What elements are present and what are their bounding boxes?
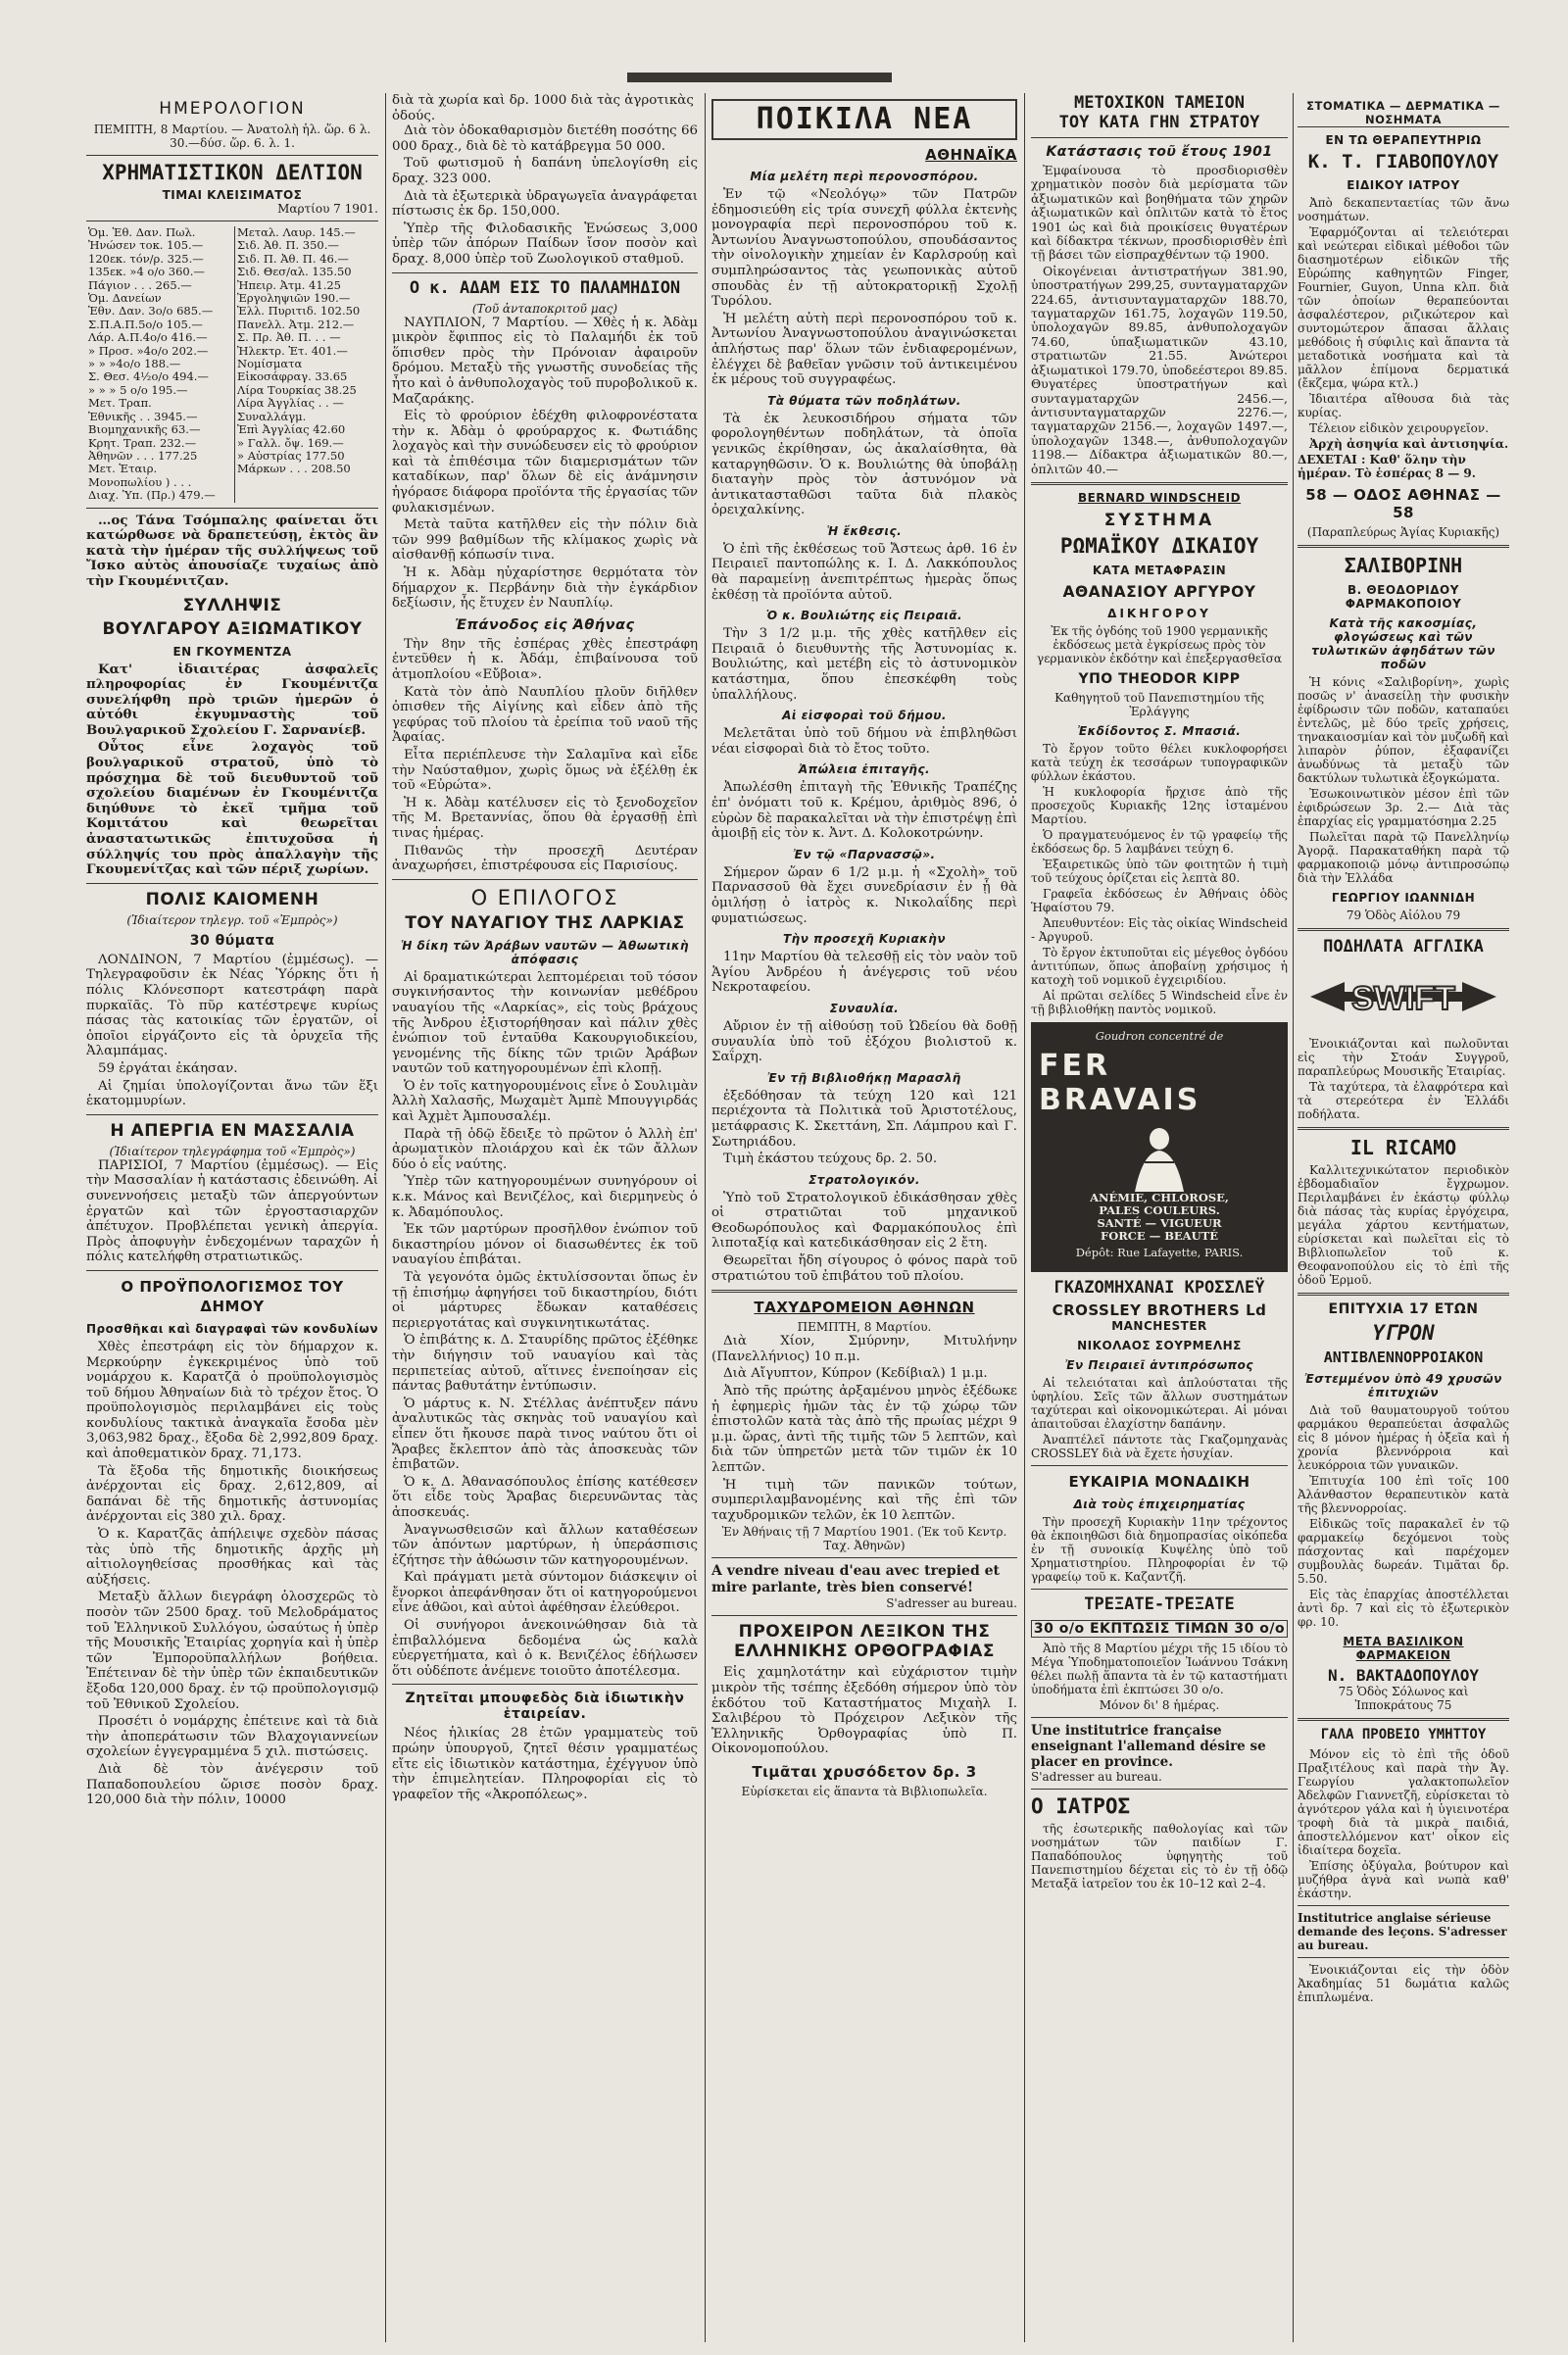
section-subheading-athens: ΑΘΗΝΑΪΚΑ <box>925 146 1017 164</box>
classified-heading: Ζητεῖται μπουφεδὸς διὰ ἰδιωτικὴν ἑταιρείαν. <box>405 1691 685 1723</box>
ad-text: Αἱ τελειόταται καὶ ἁπλούσταται τῆς ὑφηλίου. Σεῖς τῶν ἄλλων συστημάτων ταχύτεραι καὶ οἰκονομικώτεραι. Αἱ μόναι ἀπαιτοῦσαι ἐλαχίστην δαπάνην. <box>1031 1375 1288 1431</box>
market-table-row <box>86 305 378 318</box>
ad-heading-diseases: ΣΤΟΜΑΤΙΚΑ — ΔΕΡΜΑΤΙΚΑ — ΝΟΣΗΜΑΤΑ <box>1298 99 1509 127</box>
news-paragraph: Τιμὴ ἑκάστου τεύχους δρ. 2. 50. <box>723 1152 938 1167</box>
news-paragraph: Οὗτος εἶνε λοχαγὸς τοῦ βουλγαρικοῦ στρατοῦ, ὑπὸ τὸ πρόσχημα δὲ τοῦ διευθυντοῦ τοῦ σχολείου διαμένων ἐν Γκουμένιτζα διηύθυνε τὸ ἐκεῖ τμῆμα τοῦ Κομιτάτου καὶ θεωρεῖται ἀναστατωτικῶς ἐπιτυχοῦσα ἡ σύλληψίς του πρὸς ἀπαλλαγὴν τῆς Γκουμενίτζας καὶ τῶν πέριξ χωρίων. <box>86 739 378 878</box>
news-paragraph: Ἡ μελέτη αὐτὴ περὶ περονοσπόρου τοῦ κ. Ἀντωνίου Ἀναγνωστοπούλου ἀναγινώσκεται ἀπλήστως παρ' ὅλων τῶν ἐνδιαφερομένων, ἐλέγχει δὲ βαθεῖαν γνῶσιν τοῦ ἀντικειμένου ἐκ μέρους τοῦ συγγραφέως. <box>711 311 1017 388</box>
news-paragraph: Μεταξὺ ἄλλων διεγράφη ὁλοσχερῶς τὸ ποσὸν τῶν 2500 δραχ. τοῦ Μελοδράματος τοῦ Ἑλληνικοῦ Συλλόγου, ὡσαύτως ἡ ὑπὲρ τῆς Μουσικῆς Ἑταιρίας χορηγία καὶ ἡ ὑπὲρ τῶν Ἐμποροϋπαλλήλων βοήθεια. Ἐπέτειναν δὲ τὴν ὑπὲρ τῶν ἐκπαιδευτικῶν ἔξοδα 120,000 δραχ. ἐν τῷ προϋπολογισμῷ τοῦ Ἐθνικοῦ Σχολείου. <box>86 1590 378 1712</box>
ad-address: 58 — ΟΔΟΣ ΑΘΗΝΑΣ — 58 <box>1305 486 1501 521</box>
column-rule <box>385 93 386 2342</box>
ad-heading-opportunity: ΕΥΚΑΙΡΙΑ ΜΟΝΑΔΙΚΗ <box>1068 1472 1250 1491</box>
news-paragraph: …ος Τάνα Τσόμπαλης φαίνεται ὅτι κατώρθωσε νὰ δραπετεύσῃ, ἐκτὸς ἂν κατὰ τὴν ἡμέραν τῆς συλλήψεως τοῦ Ἴσκο αὐτὸς ἀπουσίαζε τυχαίως ἀπὸ τὴν Γκουμένιτζαν. <box>86 512 378 589</box>
market-table-cell: Σ.Π.Α.Π.5ο/ο 105.— <box>88 317 203 331</box>
column-rule <box>1024 93 1025 2342</box>
market-table-row <box>86 411 378 423</box>
news-paragraph: Ἀπὸ τῆς πρώτης ἀρξαμένου μηνὸς ἐξέδωκε ἡ ἐφημερὶς ἡμῶν τὰς ἐν τῷ χώρῳ τῶν ἐπιστολῶν κατὰ τὰς ἀπὸ τῆς πρωίας μέχρι 9 μ.μ. ὥρας, ἀντὶ τῆς τιμῆς τῶν 5 λεπτῶν, καὶ διὰ τῶν ὑπηρετῶν μετὰ τῶν τιμῶν ἐκ 10 λεπτῶν. <box>711 1384 1017 1475</box>
news-item-heading: Ἀπώλεια ἐπιταγῆς. <box>798 762 931 777</box>
market-table-cell: Ἑλλ. Πυριτιδ. 102.50 <box>235 305 378 318</box>
news-paragraph: Οἱ συνήγοροι ἀνεκοινώθησαν διὰ τὰ ἐπιβαλλόμενα δεδομένα ὡς καλὰ εὐεργετήματα, καὶ ὁ κ. Βενιζέλος ἐδήλωσεν ὅτι οὐδέποτε ἀνέμενε τοιοῦτο ἀποτέλεσμα. <box>392 1618 698 1679</box>
news-paragraph: Τὰ ἐκ λευκοσιδήρου σήματα τῶν φορολογηθέντων ποδηλάτων, τὰ ὁποῖα γενικῶς ἐκρίθησαν, ὡς ἀκαλαίσθητα, θὰ καταργηθῶσιν. Ὁ κ. Βουλιώτης θὰ ὑποβάλῃ διαταγὴν πρὸς τὸν ἀστυνόμον νὰ ἀντικατασταθῶσι ταῦτα διὰ πλακὸς ὀρειχαλκίνης. <box>711 411 1017 518</box>
market-table-row <box>86 397 378 410</box>
section-heading-post-office: ΤΑΧΥΔΡΟΜΕΙΟΝ ΑΘΗΝΩΝ <box>754 1299 975 1317</box>
fer-ad-line: PALES COULEURS. <box>1099 1202 1220 1217</box>
market-bulletin-subtitle: ΤΙΜΑΙ ΚΛΕΙΣΙΜΑΤΟΣ <box>162 188 303 202</box>
article-heading-municipal-budget: Ο ΠΡΟΫΠΟΛΟΓΙΣΜΟΣ ΤΟΥ ΔΗΜΟΥ <box>121 1277 344 1315</box>
market-price-table <box>86 226 378 503</box>
article-heading-bulgarian-officer: ΒΟΥΛΓΑΡΟΥ ΑΞΙΩΜΑΤΙΚΟΥ <box>102 618 363 639</box>
news-paragraph: Διὰ Αἴγυπτον, Κύπρον (Κεδίβιαλ) 1 μ.μ. <box>723 1366 988 1382</box>
news-paragraph: Ἐν τῷ «Νεολόγῳ» τῶν Πατρῶν ἐδημοσιεύθη εἰς τρία συνεχῆ φύλλα ἐκτενὴς μονογραφία περὶ περονοσπόρου τοῦ κ. Ἀντωνίου Ἀναγνωστοπούλου, σπουδάσαντος τὴν οἰνολογικὴν χημείαν ἐν Καρλσρούῃ καὶ συμπληρώσαντος τὰς γεωπονικὰς αὐτοῦ σπουδὰς ἐν τῇ αὐτοκρατορικῇ Σχολῇ Τυρόλου. <box>711 187 1017 310</box>
market-table-cell <box>235 476 378 489</box>
masthead-fragment-bar <box>627 73 892 82</box>
classified-french: Une institutrice française enseignant l'allemand désire se placer en province. <box>1031 1722 1266 1770</box>
market-table-cell: Ἠλεκτρ. Ἑτ. 401.— <box>235 345 378 358</box>
news-paragraph: Παρὰ τῇ ὁδῷ ἔδειξε τὸ πρῶτον ὁ Ἀλλὴ ἐπ' ἀρωματικὸν πλοιάρχου καὶ ἐκ τῶν ἄλλων δύο ὁ εἷς ναύτης. <box>392 1126 698 1172</box>
article-subheading-trial: Ἡ δίκη τῶν Ἀράβων ναυτῶν — Ἀθωωτικὴ ἀπόφασις <box>400 938 690 966</box>
market-table-row <box>86 358 378 370</box>
market-table-row <box>86 384 378 397</box>
ad-text: Ἀρχὴ ἀσηψία καὶ ἀντισηψία. <box>1309 437 1509 451</box>
news-paragraph: Θεωρεῖται ἤδη σίγουρος ὁ φόνος παρὰ τοῦ στρατιώτου τοῦ ἐπιβάτου τοῦ πλοίου. <box>711 1253 1017 1284</box>
article-heading-burning-city: ΠΟΛΙΣ ΚΑΙΟΜΕΝΗ <box>145 889 319 909</box>
ad-doctor-name: Κ. Τ. ΓΙΑΒΟΠΟΥΛΟΥ <box>1307 151 1499 172</box>
ad-subheading: Κατὰ τῆς κακοσμίας, φλογώσεως καὶ τῶν τυλωτικῶν ἀφηδάτων τῶν ποδῶν <box>1311 616 1495 671</box>
market-table-row <box>86 279 378 292</box>
news-paragraph: Πιθανῶς τὴν προσεχῆ Δευτέραν ἀναχωρήσει, ἐπιστρέφουσα εἰς Παρισίους. <box>392 843 698 874</box>
news-paragraph: διὰ τὰ χωρία καὶ δρ. 1000 διὰ τὰς ἀγροτικὰς ὁδούς. <box>392 93 694 123</box>
book-title: ΣΥΣΤΗΜΑ <box>1103 510 1215 530</box>
market-table-row <box>86 370 378 383</box>
ad-text: Εἰς τὰς ἐπαρχίας ἀποστέλλεται ἀντὶ δρ. 7 καὶ εἰς τὸ ἐξωτερικὸν φρ. 10. <box>1298 1588 1509 1629</box>
ad-text: Διὰ τοῦ θαυματουργοῦ τούτου φαρμάκου θεραπεύεται ἀσφαλῶς εἰς 8 μόνον ἡμέρας ἡ ὀξεῖα καὶ ἡ χρονία βλεννόρροια καὶ λευκόρροια τῶν γυναικῶν. <box>1298 1403 1509 1472</box>
news-paragraph: Διὰ τὸν ὁδοκαθαρισμὸν διετέθη ποσότης 66 000 δραχ., διὰ δὲ τὸ κατάβρεγμα 50 000. <box>392 123 698 154</box>
ad-hours: ΔΕΧΕΤΑΙ : Καθ' ὅλην τὴν ἡμέραν. Τὸ ἑσπέρας 8 — 9. <box>1298 453 1476 480</box>
fer-bravais-ad <box>1031 1022 1288 1272</box>
ad-text: Γραφεῖα ἐκδόσεως ἐν Ἀθήναις ὁδὸς Ἡφαίστου 79. <box>1031 886 1288 914</box>
swift-logo <box>1298 962 1509 1031</box>
news-paragraph: Ὁ ἐπὶ τῆς ἐκθέσεως τοῦ Ἄστεως ἀρθ. 16 ἐν Πειραιεῖ παντοπώλης κ. Ι. Δ. Λακκόπουλος θὰ παραμείνῃ ἀνεπιτρέπτως ἡμερὰς ὅπως ἐκθέσῃ τὰ προϊόντα αὐτοῦ. <box>711 541 1017 603</box>
ad-text: Ἐπιτυχία 100 ἐπὶ τοῖς 100 Ἀλάνθαστον θεραπευτικὸν κατὰ τῆς βλεννορροίας. <box>1298 1474 1509 1515</box>
fer-ad-brand: FER BRAVAIS <box>1039 1048 1201 1117</box>
classified-text: Νέος ἡλικίας 28 ἐτῶν γραμματεὺς τοῦ πρώην ὑπουργοῦ, ζητεῖ θέσιν γραμματέως εἴτε εἰς ἰδιωτικὸν κατάστημα, ἐχέγγυον ὑπὸ τὴν ἐπιμελητείαν. Πληροφορίαι εἰς τὸ γραφεῖον τῆς «Ἀκροπόλεως». <box>392 1726 698 1802</box>
publisher-line: Ἐκδίδοντος Σ. Μπασιά. <box>1077 723 1242 738</box>
news-item-heading: Ἐν τῷ «Παρνασσῷ». <box>793 847 936 861</box>
ad-address: 75 Ὁδὸς Σόλωνος καὶ Ἱπποκράτους 75 <box>1338 1685 1469 1712</box>
ad-text: Τὰ ταχύτερα, τὰ ἐλαφρότερα καὶ τὰ στερεότερα ἐν Ἑλλάδι ποδήλατα. <box>1298 1080 1509 1121</box>
news-paragraph: Ὁ κ. Καρατζᾶς ἀπήλειψε σχεδὸν πάσας τὰς ὑπὸ τῆς δημοτικῆς ἀρχῆς μὴ αἰτιολογηθείσας προσθήκας καὶ τὰς αὐξήσεις. <box>86 1527 378 1588</box>
ad-text: Ἰδιαιτέρα αἴθουσα διὰ τὰς κυρίας. <box>1298 392 1509 419</box>
ad-text: Καλλιτεχνικώτατον περιοδικὸν ἐβδομαδιαῖον ἔγχρωμον. Περιλαμβάνει ἐν ἑκάστῳ φύλλῳ διὰ πάσας τὰς κυρίας ἐργόχειρα, μεγάλα χάρτου κεντήματων, εὑρίσκεται καὶ πωλεῖται εἰς τὸ Βιβλιοπωλεῖον τοῦ κ. Θεοφανοπούλου εἰς τὸ ἐπὶ τῆς ὁδοῦ Ἑρμοῦ. <box>1298 1163 1509 1287</box>
market-table-cell: Σιδ. Θεσ/αλ. 135.50 <box>235 266 378 278</box>
market-table-cell: Ἐργοληψιῶν 190.— <box>235 292 378 305</box>
market-table-cell: Ὁμ. Δανείων <box>88 291 162 306</box>
ad-heading-liquid: ΥΓΡΟΝ <box>1372 1321 1435 1345</box>
article-subheading-goumenitsa: ΕΝ ΓΚΟΥΜΕΝΤΖΑ <box>172 644 292 659</box>
news-item-heading: Στρατολογικόν. <box>808 1172 920 1187</box>
market-table-cell: Λάρ. Α.Π.4ο/ο 416.— <box>88 330 208 345</box>
ad-discount: 30 ο/ο ΕΚΠΤΩΣΙΣ ΤΙΜΩΝ 30 ο/ο <box>1031 1620 1288 1638</box>
report-text: Ἐμφαίνουσα τὸ προσδιορισθὲν χρηματικὸν ποσὸν διὰ μερίσματα τῶν ἀξιωματικῶν καὶ βοηθήματα τῶν χηρῶν ἀξιωματικῶν καὶ ὁπλιτῶν κατὰ τὸ ἔτος 1901 ὡς καὶ διὰ προικίσεις θυγατέρων καὶ δίδακτρα τέκνων, προσδιορισθὲν ἐπὶ τῇ βάσει τῶν εἰσπραχθέντων τῷ 1900. <box>1031 163 1288 263</box>
section-heading-misc-news: ΠΟΙΚΙΛΑ ΝΕΑ <box>756 102 973 136</box>
ad-heading-doctor: Ο ΙΑΤΡΟΣ <box>1031 1793 1131 1818</box>
calendar-date: ΠΕΜΠΤΗ, 8 Μαρτίου. — Ἀνατολὴ ἡλ. ὥρ. 6 λ. 30.—δύσ. ὥρ. 6. λ. 1. <box>93 123 371 150</box>
ad-pharmacist-name: Ν. ΒΑΚΤΑΔΟΠΟΥΛΟΥ <box>1327 1666 1480 1685</box>
classified-english: Institutrice anglaise sérieuse demande des leçons. S'adresser au bureau. <box>1298 1911 1507 1952</box>
market-table-cell: Εἰκοσάφραγ. 33.65 <box>235 370 378 383</box>
news-paragraph: Μετὰ ταῦτα κατῆλθεν εἰς τὴν πόλιν διὰ τῶν 999 βαθμίδων τῆς κλίμακος χωρὶς νὰ αἰσθανθῇ κόπωσίν τινα. <box>392 517 698 564</box>
market-table-cell: Ἠπειρ. Ἀτμ. 41.25 <box>235 279 378 292</box>
market-table-cell: Μεταλ. Λαυρ. 145.— <box>235 226 378 239</box>
market-table-cell: Πάγιον . . . 265.— <box>88 277 192 292</box>
news-paragraph: Διὰ Χίον, Σμύρνην, Μιτυλήνην (Πανελλήνιος) 10 π.μ. <box>711 1334 1017 1364</box>
article-subheading-victims: 30 θύματα <box>189 932 275 949</box>
translator-name: ΑΘΑΝΑΣΙΟΥ ΑΡΓΥΡΟΥ <box>1062 582 1256 601</box>
ad-text: Ἀπὸ δεκαπενταετίας τῶν ἄνω νοσημάτων. <box>1298 196 1509 223</box>
post-office-date: ΠΕΜΠΤΗ, 8 Μαρτίου. <box>797 1320 932 1335</box>
news-paragraph: Τὴν 3 1/2 μ.μ. τῆς χθὲς κατῆλθεν εἰς Πειραιᾶ ὁ διευθυντὴς τῆς Ἀστυνομίας κ. Βουλιώτης, καὶ μετέβη εἰς τὸ ἀστυνομικὸν κατάστημα, ὅπου ἐπεσκέφθη τοὺς ὑπαλλήλους. <box>711 626 1017 703</box>
ad-heading-milk: ΓΑΛΑ ΠΡΟΒΕΙΟ ΥΜΗΤΤΟΥ <box>1320 1727 1487 1742</box>
market-table-cell: Ἀθηνῶν . . . 177.25 <box>88 448 198 463</box>
column-5 <box>1298 93 1509 2342</box>
news-paragraph: Ἐν Ἀθήναις τῇ 7 Μαρτίου 1901. (Ἐκ τοῦ Κεντρ. Ταχ. Ἀθηνῶν) <box>721 1525 1007 1553</box>
swift-wordmark: SWIFT <box>1351 980 1455 1017</box>
market-table-row <box>86 319 378 331</box>
classified-french: A vendre niveau d'eau avec trepied et mire parlante, très bien conservé! <box>711 1563 1000 1596</box>
ad-text: Πωλεῖται παρὰ τῷ Πανελληνίῳ Ἀγορᾷ. Παρακαταθήκη παρὰ τῷ φαρμακοποιῷ μόνῳ ἀντιπροσώπῳ διὰ τὴν Ἑλλάδα <box>1298 830 1509 885</box>
news-paragraph: Ἡ κ. Ἀδὰμ ηὐχαρίστησε θερμότατα τὸν δήμαρχον κ. Περβάνην διὰ τὴν ἐγκάρδιον δεξίωσιν, ἧς ἔτυχεν ἐν Ναυπλίῳ. <box>392 565 698 612</box>
news-paragraph: Τὴν 8ην τῆς ἐσπέρας χθὲς ἐπεστράφη ἐντεῦθεν ἡ κ. Ἀδάμ, ἐπιβαίνουσα τοῦ ἀτμοπλοίου «Εὔβοια». <box>392 636 698 682</box>
ad-heading-salivorini: ΣΑΛΙΒΟΡΙΝΗ <box>1344 554 1463 577</box>
market-table-cell: Μονοπωλίου ) . . . <box>88 474 192 489</box>
news-paragraph: Ἡ κ. Ἀδὰμ κατέλυσεν εἰς τὸ ξενοδοχεῖον τῆς Μ. Βρεταννίας, ὅπου θὰ ἐργασθῇ ἐπὶ τινας ἡμέρας. <box>392 795 698 841</box>
market-table-cell: » » » 5 ο/ο 195.— <box>88 382 188 397</box>
market-table-row <box>86 266 378 278</box>
ad-heading-bicycles: ΠΟΔΗΛΑΤΑ ΑΓΓΛΙΚΑ <box>1323 937 1484 957</box>
news-paragraph: Ὑπὲρ τῶν κατηγορουμένων συνηγόρουν οἱ κ.κ. Μάνος καὶ Βενιζέλος, καὶ διερμηνεὺς ὁ κ. Ἀδαμόπουλος. <box>392 1174 698 1220</box>
market-table-row <box>86 450 378 463</box>
market-table-row <box>86 239 378 252</box>
news-paragraph: Ὁ κ. Δ. Ἀθανασόπουλος ἐπίσης κατέθεσεν ὅτι εἶδε τοὺς Ἄραβας διερευνῶντας τὰς ἀποσκευάς. <box>392 1474 698 1520</box>
market-table-cell: Σ. Θεσ. 4½ο/ο 494.— <box>88 369 209 384</box>
market-bulletin-title: ΧΡΗΜΑΤΙΣΤΙΚΟΝ ΔΕΛΤΙΟΝ <box>102 161 363 184</box>
ad-clinic: ΕΝ ΤΩ ΘΕΡΑΠΕΥΤΗΡΙΩ <box>1325 133 1482 147</box>
news-paragraph: Τὰ ἔξοδα τῆς δημοτικῆς διοικήσεως ἀνέρχονται εἰς δραχ. 2,612,809, αἱ δαπάναι δὲ τῆς δημοτικῆς ἀστυνομίας ἀνέρχονται εἰς 380 χιλ. δραχ. <box>86 1463 378 1525</box>
news-paragraph: Ὁ ἐν τοῖς κατηγορουμένοις εἶνε ὁ Σουλιμὰν Ἀλλὴ Χαλασῆς, Μωχαμὲτ Ἀμπὲ Μπουγγιρδάς καὶ Ἀχμὲτ Ἀμπουσαλέμ. <box>392 1078 698 1125</box>
market-table-cell: Κρητ. Τραπ. 232.— <box>88 435 197 450</box>
ad-address: 79 Ὁδὸς Αἰόλου 79 <box>1346 908 1461 922</box>
news-paragraph: Ὁ μάρτυς κ. Ν. Στέλλας ἀνέπτυξεν πάνυ ἀναλυτικῶς τὰς σκηνὰς τοῦ ναυαγίου καὶ εἶπεν ὅτι ἤκουσε παρὰ τινος ναύτου ὅτι οἱ Ἄραβες ἔκλεπτον ἀπὸ τὰς ἀποσκευὰς τῶν ἐπιβατῶν. <box>392 1396 698 1473</box>
classified-rooms: Ἐνοικιάζονται εἰς τὴν ὁδὸν Ἀκαδημίας 51 δωμάτια καλῶς ἐπιπλωμένα. <box>1298 1963 1509 2004</box>
market-table-row <box>86 345 378 358</box>
news-paragraph: Κατ' ἰδιαιτέρας ἀσφαλεῖς πληροφορίας ἐν Γκουμένιτζα συνελήφθη πρὸ τριῶν ἡμερῶν ὁ αὐτόθι ἐκγυμναστὴς τοῦ Βουλγαρικοῦ Σχολείου Γ. Σαρνανίεβ. <box>86 661 378 738</box>
market-table-cell: Βιομηχανικῆς 63.— <box>88 422 201 437</box>
market-table-cell: Νομίσματα <box>235 358 378 370</box>
column-3 <box>711 93 1017 2342</box>
fer-ad-tagline: Goudron concentré de <box>1095 1028 1224 1043</box>
translator-title: ΔΙΚΗΓΟΡΟΥ <box>1107 606 1211 620</box>
ad-heading-pension-fund: ΜΕΤΟΧΙΚΟΝ ΤΑΜΕΙΟΝ <box>1074 93 1245 113</box>
woman-figure-illustration <box>1115 1123 1203 1192</box>
news-paragraph: Ὁ ἐπιβάτης κ. Δ. Σταυρίδης πρῶτος ἐξέθηκε τὴν διήγησιν τοῦ ναυαγίου καὶ τὰς περιπετείας αὐτοῦ, αἵτινες ἐνεποίησαν εἰς πάντας βαθυτάτην ἐντύπωσιν. <box>392 1333 698 1395</box>
ad-text: Εἰς χαμηλοτάτην καὶ εὐχάριστον τιμὴν μικρὸν τῆς τσέπης ἐξεδόθη σήμερον ὑπὸ τὸν ἑκδότου τοῦ Καταστήματος Μιχαὴλ Ι. Σαλιβέρου τὸ Πρόχειρον Λεξικὸν τῆς Ἑλληνικῆς Ὀρθογραφίας ὑπὸ Π. Οἰκονομοπούλου. <box>711 1665 1017 1757</box>
news-paragraph: Ὑπὸ τοῦ Στρατολογικοῦ ἐδικάσθησαν χθὲς οἱ στρατιῶται τοῦ μηχανικοῦ Θεοδωρόπουλος καὶ Φαρμακόπουλος ἐπὶ λιποταξίᾳ καὶ κατεδικάσθησαν εἰς 2 ἔτη. <box>711 1190 1017 1251</box>
article-subheading-return: Ἐπάνοδος εἰς Ἀθήνας <box>455 616 635 633</box>
market-table-cell: Ἠνώσεν τοκ. 105.— <box>88 238 204 253</box>
news-paragraph: ΝΑΥΠΛΙΟΝ, 7 Μαρτίου. — Χθὲς ἡ κ. Ἀδὰμ μικρὸν ἔφιππος εἰς τὸ Παλαμήδι ἐκ τοῦ ὅπισθεν πρὸς τὴν Πρόνοιαν ἀφαιροῦν δρόμου. Μεταξὺ τῆς γνωστῆς συνοδείας τῆς ἦτο καὶ ὁ ἀνθυπολοχαγὸς τοῦ πυροβολικοῦ κ. Μαζαράκης. <box>392 315 698 407</box>
news-paragraph: Αὔριον ἐν τῇ αἰθούσῃ τοῦ Ὠδείου θὰ δοθῇ συναυλία ὑπὸ τοῦ ἐξόχου βιολιστοῦ κ. Σαΐρχη. <box>711 1018 1017 1065</box>
news-item-heading: Ἐν τῇ Βιβλιοθήκῃ Μαρασλῆ <box>767 1070 961 1085</box>
ad-heading-remedy: ΑΝΤΙΒΛΕΝΝΟΡΡΟΙΑΚΟΝ <box>1323 1349 1484 1366</box>
fer-ad-line: ANÉMIE, CHLOROSE, <box>1090 1190 1229 1204</box>
article-heading-marseille-strike: Η ΑΠΕΡΓΙΑ ΕΝ ΜΑΣΣΑΛΙΑ <box>110 1120 355 1141</box>
market-table-cell: Σιδ. Ἀθ. Π. 350.— <box>235 239 378 252</box>
news-paragraph: Διὰ τὰ ἐξωτερικὰ ὑδραγωγεῖα ἀναγράφεται πίστωσις ἐκ δρ. 150,000. <box>392 188 698 220</box>
classified-french-contact: S'adresser au bureau. <box>1031 1769 1162 1784</box>
market-table-cell: Μετ. Ἑταιρ. <box>88 462 158 476</box>
news-paragraph: 11ην Μαρτίου θὰ τελεσθῇ εἰς τὸν ναὸν τοῦ Ἁγίου Ἀνδρέου ἡ ἀνέγερσις τοῦ νέου Νεκροταφείου. <box>711 950 1017 996</box>
fer-ad-line: SANTÉ — VIGUEUR <box>1097 1215 1222 1230</box>
news-item-heading: Τὰ θύματα τῶν ποδηλάτων. <box>767 393 961 408</box>
news-paragraph: 59 ἐργάται ἐκάησαν. <box>98 1060 238 1076</box>
ad-heading-army: ΤΟΥ ΚΑΤΑ ΓΗΝ ΣΤΡΑΤΟΥ <box>1058 113 1260 132</box>
market-table-cell: 120εκ. τόν/ρ. 325.— <box>88 251 204 266</box>
article-heading-adam-palamidi: Ο κ. ΑΔΑΜ ΕΙΣ ΤΟ ΠΑΛΑΜΗΔΙΟΝ <box>409 277 681 298</box>
ad-text: Καθηγητοῦ τοῦ Πανεπιστημίου τῆς Ἐρλάγγης <box>1054 690 1264 718</box>
ad-pharmacy: ΜΕΤΑ ΒΑΣΙΛΙΚΟΝ ΦΑΡΜΑΚΕΙΟΝ <box>1343 1635 1464 1662</box>
ad-text: Ἐσωκοινωτικὸν μέσον ἐπὶ τῶν ἐφιδρώσεων 3ρ. 2.— Διὰ τὰς ἐπαρχίας εἰς γραμματόσημα 2.25 <box>1298 787 1509 828</box>
market-table-cell: Ὁμ. Ἐθ. Δαν. Πωλ. <box>88 225 196 239</box>
market-table-cell: Σ. Πρ. Ἀθ. Π. . . — <box>235 331 378 344</box>
market-table-cell: Λίρα Τουρκίας 38.25 <box>235 384 378 397</box>
author-name: BERNARD WINDSCHEID <box>1077 490 1242 505</box>
ad-text: Τέλειον εἰδικὸν χειρουργεῖον. <box>1309 421 1490 435</box>
news-paragraph: Ἡ τιμὴ τῶν πανικῶν τούτων, συμπεριλαμβανομένης καὶ τῆς ἐπὶ τῶν ταχυδρομικῶν τελῶν, ἐκ 10 λεπτῶν. <box>711 1477 1017 1523</box>
market-table-cell: Ἐθνικῆς . . 3945.— <box>88 409 198 423</box>
telegram-source: (Ἰδιαίτερον τηλεγράφημα τοῦ «Ἐμπρὸς») <box>109 1144 356 1158</box>
ad-text: Ἡ κυκλοφορία ἤρχισε ἀπὸ τῆς προσεχοῦς Κυριακῆς 12ης ἰσταμένου Μαρτίου. <box>1031 784 1288 826</box>
news-paragraph: Τοῦ φωτισμοῦ ἡ δαπάνη ὑπελογίσθη εἰς δραχ. 323 000. <box>392 156 698 186</box>
news-paragraph: ἐξεδόθησαν τὰ τεύχη 120 καὶ 121 περιέχοντα τὰ Πολιτικὰ τοῦ Ἀριστοτέλους, μετάφρασις Κ. Σκεττάνη, Σπ. Λάμπρου καὶ Γ. Σωτηριάδου. <box>711 1088 1017 1150</box>
book-title-main: ΡΩΜΑΪΚΟΥ ΔΙΚΑΙΟΥ <box>1059 533 1259 558</box>
ad-company: CROSSLEY BROTHERS Ld <box>1052 1300 1267 1319</box>
news-paragraph: Εἰς τὸ φρούριον ἐδέχθη φιλοφρονέστατα τὴν κ. Ἀδὰμ ὁ φρούραρχος κ. Φωτιάδης λοχαγὸς καὶ τὴν συνώδευσεν εἰς τὸ φρούριον καὶ τὰ ἐπιθέσιμα τῶν διαμερισμάτων τῶν καταδίκων, παρ' ὅλων δὲ εἰς ἀνάμνησιν ἠγόρασε διάφορα προϊόντα τῆς ἐργασίας τῶν φυλακισμένων. <box>392 409 698 515</box>
column-rule <box>705 93 706 2342</box>
market-table-row <box>86 437 378 450</box>
telegram-source: (Τοῦ ἀνταποκριτοῦ μας) <box>471 301 618 316</box>
ad-agent-location: Ἐν Πειραιεῖ ἀντιπρόσωπος <box>1065 1357 1253 1372</box>
ad-text: Ἀναπτέλεῖ πάντοτε τὰς Γκαζομηχανὰς CROSSLEY διὰ νὰ ἔχετε ἡσυχίαν. <box>1031 1432 1288 1460</box>
fer-ad-line: FORCE — BEAUTÉ <box>1101 1228 1218 1243</box>
ad-text: Τὴν προσεχῆ Κυριακὴν 11ην τρέχοντος θὰ ἐκποιηθῶσι διὰ δημοπρασίας οἰκόπεδα ἐν τῇ συνοικίᾳ Κυψέλης ὑπὸ τοῦ Χρηματιστηρίου. Πληροφορίαι ἐν τῷ γραφείῳ τοῦ κ. Καζαντζῆ. <box>1031 1514 1288 1584</box>
ad-price: Τιμᾶται χρυσόδετον δρ. 3 <box>752 1762 977 1781</box>
news-item-heading: Μία μελέτη περὶ περονοσπόρου. <box>750 170 979 183</box>
ad-text: Ἡ κόνις «Σαλιβορίνη», χωρὶς ποσῶς ν' ἀνασείλῃ τὴν φυσικὴν ἐφίδρωσιν τῶν ποδῶν, καταπαύει ἐντελῶς, μὲ δύο τρεῖς χρήσεις, τηνακαιοσμίαν καὶ τὸν μυζωδῆ καὶ λιπαρὸν ῥύπον, ἐξαφανίζει ἀνωδύνως τὰ μεταξὺ τῶν δακτύλων τυλωτικὰ ἐξογκώματα. <box>1298 675 1509 785</box>
market-table-cell: Μάρκων . . . 208.50 <box>235 463 378 475</box>
news-item-heading: Ἡ ἔκθεσις. <box>826 523 903 538</box>
article-heading-epilogue: Ο ΕΠΙΛΟΓΟΣ <box>470 885 619 909</box>
article-subheading-budget: Προσθῆκαι καὶ διαγραφαὶ τῶν κονδυλίων <box>86 1321 378 1336</box>
market-table-cell: Σιδ. Π. Ἀθ. Π. 46.— <box>235 253 378 266</box>
news-item-heading: Ὁ κ. Βουλιώτης εἰς Πειραιᾶ. <box>765 609 963 623</box>
ad-text: Ἐκ τῆς ὀγδόης τοῦ 1900 γερμανικῆς ἐκδόσεως μετὰ ἐγκρίσεως πρὸς τὸν γερμανικὸν ἐκδότην καὶ ἐπεξεργασθεῖσα <box>1037 623 1282 665</box>
ad-pharmacist: Β. ΘΕΟΔΟΡΙΔΟΥ ΦΑΡΜΑΚΟΠΟΙΟΥ <box>1345 583 1462 611</box>
news-paragraph: ΛΟΝΔΙΝΟΝ, 7 Μαρτίου (ἐμμέσως). — Τηλεγραφοῦσιν ἐκ Νέας Ὑόρκης ὅτι ἡ πόλις Κλόνεσπορτ κατεστράφη παρὰ πυρκαϊᾶς. Τὸ πῦρ κατέστρεψε κυρίως πάσας τὰς κατοικίας τῶν ἐργατῶν, οἱ ὁποῖοι εἰργάζοντο εἰς τὰ ὀρυχεῖα τῆς Ἀλαμπάμας. <box>86 952 378 1059</box>
ad-text: Ἐνοικιάζονται καὶ πωλοῦνται εἰς τὴν Στοάν Συγγροῦ, παραπλεύρως Μουσικῆς Ἑταιρίας. <box>1298 1037 1509 1078</box>
ad-text: Εὑρίσκεται εἰς ἅπαντα τὰ Βιβλιοπωλεῖα. <box>741 1784 988 1798</box>
editor-name: ΥΠΟ THEODOR KIPP <box>1078 670 1241 687</box>
news-paragraph: Καὶ πράγματι μετὰ σύντομον διάσκεψιν οἱ ἔνορκοι ἀπεφάνθησαν ὅτι οἱ κατηγορούμενοι εἶνε ἀθῶοι, καὶ αὐτοὶ ἀφέθησαν ἐλεύθεροι. <box>392 1570 698 1616</box>
news-item-heading: Συναυλία. <box>829 1001 900 1015</box>
news-paragraph: Μελετᾶται ὑπὸ τοῦ δήμου νὰ ἐπιβληθῶσι νέαι εἰσφοραὶ διὰ τὸ ἔτος τοῦτο. <box>711 726 1017 757</box>
ad-agent: ΓΕΩΡΓΙΟΥ ΙΩΑΝΝΙΔΗ <box>1331 891 1476 905</box>
report-heading: Κατάστασις τοῦ ἔτους 1901 <box>1046 144 1273 160</box>
ad-text: Ἐφαρμόζονται αἱ τελειότεραι καὶ νεώτεραι εἰδικαὶ μέθοδοι τῶν διασημοτέρων εἰδικῶν τῆς Εὐρώπης καθηγητῶν Finger, Fournier, Guyon, Unna κλπ. διὰ τῶν ὁποίων θεραπεύονται ἀσφαλέστερον, ριζικώτερον καὶ συντομώτερον ἅπασαι ἄλλαις μεθόδοις ἡ σύφιλις καὶ ἅπαντα τὰ μεταδοτικὰ νοσήματα καὶ τὰ μᾶλλον ἐπίμονα δερματικά (ἔκζεμα, ψώρα κτλ.) <box>1298 225 1509 390</box>
market-table-cell: Μετ. Τραπ. <box>88 396 152 411</box>
market-table-row <box>86 292 378 305</box>
ad-subheading: Διὰ τοὺς ἐπιχειρηματίας <box>1073 1496 1246 1511</box>
market-table-cell <box>235 489 378 502</box>
news-paragraph: Ἀπωλέσθη ἐπιταγὴ τῆς Ἐθνικῆς Τραπέζης ἐπ' ὀνόματι τοῦ κ. Κρέμου, ἀριθμὸς 896, ὁ εὑρὼν δὲ παρακαλεῖται νὰ τὴν ἐπιστρέψῃ ἐπὶ ἀμοιβῇ εἰς τὸν κ. Ἀντ. Δ. Κολοκοτρώνην. <box>711 780 1017 842</box>
market-table-row <box>86 226 378 239</box>
market-bulletin-date: Μαρτίου 7 1901. <box>277 202 378 216</box>
book-translation-line: ΚΑΤΑ ΜΕΤΑΦΡΑΣΙΝ <box>1092 563 1227 577</box>
market-table-cell: » Αὐστρίας 177.50 <box>235 450 378 463</box>
column-1 <box>86 93 378 2342</box>
market-table-row <box>86 331 378 344</box>
market-table-cell: Ἐθν. Δαν. 3ο/ο 685.— <box>88 304 214 319</box>
ad-text: τῆς ἐσωτερικῆς παθολογίας καὶ τῶν νοσημάτων τῶν παιδίων Γ. Παπαδόπουλος ὑφηγητὴς τοῦ Πανεπιστημίου δέχεται εἰς τὸ ἐν τῇ ὁδῷ Μεταξᾶ ἰατρεῖον του ἐκ 10–12 καὶ 2–4. <box>1031 1821 1288 1890</box>
calendar-heading: ΗΜΕΡΟΛΟΓΙΟΝ <box>159 99 306 119</box>
market-table-row <box>86 253 378 266</box>
news-paragraph: Ἀναγνωσθεισῶν καὶ ἄλλων καταθέσεων τῶν ἀπόντων μαρτύρων, ἡ ὑπεράσπισις ἐζήτησε τὴν ἀθώωσιν τῶν κατηγορουμένων. <box>392 1522 698 1568</box>
report-text: Οἰκογένειαι ἀντιστρατήγων 381.90, ὑποστρατήγων 299,25, συνταγματαρχῶν 224.65, ἀντισυνταγματαρχῶν 188.70, ταγματαρχῶν 161.75, λοχαγῶν 119.50, ὑπολοχαγῶν 89.85, ἀνθυπολοχαγῶν 74.60, ὑπαξιωματικῶν 43.10, στρατιωτῶν 21.55. Ἀνώτεροι ἀξιωματικοὶ 179.70, ὑποδεέστεροι 89.85. Θυγατέρες ὑποστρατήγων καὶ συνταγματαρχῶν 2456.—, ἀντισυνταγματαρχῶν 2276.—, ταγματαρχῶν 2156.—, λοχαγῶν 1497.—, ὑπολοχαγῶν 1348.—, ἀνθυπολοχαγῶν 1198.— Δίδακτρα ἀξιωματικῶν 80.—, ὁπλιτῶν 40.— <box>1031 263 1288 476</box>
ad-text: Τὸ ἔργον ἐκτυποῦται εἰς μέγεθος ὀγδόου ἀντιτύπων, ὅπως ἀποβαίνῃ χρήσιμος ἡ κατοχὴ τοῦ νομικοῦ ἐγχειριδίου. <box>1031 945 1288 987</box>
market-table-cell: Ἐπὶ Ἀγγλίας 42.60 <box>235 423 378 436</box>
column-2 <box>392 93 698 2342</box>
column-rule <box>1293 93 1294 2342</box>
market-table-cell: » Προσ. »4ο/ο 202.— <box>88 343 209 358</box>
news-paragraph: Εἶτα περιέπλευσε τὴν Σαλαμῖνα καὶ εἶδε τὴν Ναύσταθμον, χωρὶς ὅμως νὰ ἐξέλθῃ ἐκ τοῦ «Εὐρώτα». <box>392 747 698 794</box>
news-item-heading: Τὴν προσεχῆ Κυριακὴν <box>782 932 947 947</box>
news-paragraph: Ἐκ τῶν μαρτύρων προσῆλθον ἐνώπιον τοῦ δικαστηρίου μόνον οἱ διασωθέντες ἐκ τοῦ ναυαγίου ἐπιβάται. <box>392 1222 698 1268</box>
ad-text: Μόνον εἰς τὸ ἐπὶ τῆς ὁδοῦ Πραξιτέλους καὶ παρὰ τὴν Ἁγ. Γεωργίου γαλακτοπωλεῖον Ἀδελφῶν Γιαννετζῆ, εὑρίσκεται τὸ ἀγνότερον γάλα καὶ ἡ ὑγιεινοτέρα τροφὴ διὰ τὰ μικρὰ παιδιά, ἀποστελλόμενον κατ' οἶκον εἰς ἰδιαίτερα δοχεῖα. <box>1298 1747 1509 1857</box>
news-paragraph: Προσέτι ὁ νομάρχης ἐπέτεινε καὶ τὰ διὰ τὴν ἀποπεράτωσιν τῶν Βλαχογιαννείων σχολείων ἐγγεγραμμένα 5 χιλ. πιστώσεις. <box>86 1714 378 1760</box>
classified-french-contact: S'adresser au bureau. <box>886 1596 1017 1611</box>
column-4 <box>1031 93 1288 2342</box>
market-table-row <box>86 489 378 502</box>
market-table-cell: » » »4ο/ο 188.— <box>88 357 181 371</box>
market-table-cell: Πανελλ. Ἀτμ. 212.— <box>235 319 378 331</box>
news-paragraph: Τὰ γεγονότα ὁμῶς ἐκτυλίσσονται ὅπως ἐν τῇ ἐπισήμῳ ἀφηγήσει τοῦ δικαστηρίου, διότι οἱ μάρτυρες ἔδωκαν καταθέσεις περιεργοτάτας καὶ συγκινητικωτάτας. <box>392 1270 698 1331</box>
swift-wordmark-graphic <box>1305 962 1501 1031</box>
market-table-row <box>86 463 378 475</box>
news-item-heading: Αἱ εἰσφοραὶ τοῦ δήμου. <box>782 709 947 723</box>
news-paragraph: Χθὲς ἐπεστράφη εἰς τὸν δήμαρχον κ. Μερκούρην ἐγκεκριμένος ὑπὸ τοῦ νομάρχου κ. Καρατζᾶ ὁ προϋπολογισμὸς τοῦ δήμου Ἀθηναίων διὰ τὸ τρέχον ἔτος. Ὁ προϋπολογισμὸς περιλαμβάνει εἰς τοὺς κονδυλίους τακτικὰ ἀναγκαῖα ἔσοδα μὲν 3,063,982 δραχ., ἔξοδα δὲ 2,992,809 δραχ. καὶ ἀποθεματικὸν δραχ. 71,173. <box>86 1339 378 1462</box>
market-table-cell: Λίρα Ἀγγλίας . . — <box>235 397 378 410</box>
article-heading-larkia-wreck: ΤΟΥ ΝΑΥΑΓΙΟΥ ΤΗΣ ΛΑΡΚΙΑΣ <box>405 912 685 933</box>
news-paragraph: ΠΑΡΙΣΙΟΙ, 7 Μαρτίου (ἐμμέσως). — Εἰς τὴν Μασσαλίαν ἡ κατάστασις ἐδεινώθη. Αἱ συνεννοήσεις μεταξὺ τῶν ἀπεργούντων ἐργατῶν καὶ τῶν ἐργοστασιαρχῶν ἀπέτυχον. Προβλέπεται γενικὴ ἀπεργία. Πρὸς ἀποφυγὴν ἐνδεχομένων ταραχῶν ἡ πόλις κατελήφθη στρατιωτικῶς. <box>86 1157 378 1265</box>
ad-agent: ΝΙΚΟΛΑΟΣ ΣΟΥΡΜΕΛΗΣ <box>1077 1338 1242 1352</box>
ad-text: Ἐξαιρετικῶς ὑπὸ τῶν φοιτητῶν ἡ τιμὴ τοῦ τεύχους ὁρίζεται εἰς λεπτὰ 80. <box>1031 857 1288 885</box>
news-paragraph: Σήμερον ὥραν 6 1/2 μ.μ. ἡ «Σχολὴ» τοῦ Παρνασσοῦ θὰ ἔχει συνεδρίασιν ἐν ᾗ θὰ ὁμιλήσῃ ὁ ἰατρὸς κ. Νικολαΐδης περὶ φυματιώσεως. <box>711 864 1017 926</box>
ad-heading-gas-engines: ΓΚΑΖΟΜΗΧΑΝΑΙ ΚΡΟΣΣΛΕΫ <box>1054 1277 1265 1298</box>
ad-heading-success: ΕΠΙΤΥΧΙΑ 17 ΕΤΩΝ <box>1328 1301 1479 1317</box>
ad-subheading: Ἐστεμμένον ὑπὸ 49 χρυσῶν ἐπιτυχιῶν <box>1304 1372 1502 1399</box>
ad-heading-run: ΤΡΕΞΑΤΕ-ΤΡΕΞΑΤΕ <box>1084 1594 1235 1614</box>
news-paragraph: Αἱ δραματικώτεραι λεπτομέρειαι τοῦ τόσον συγκινήσαντος τὴν κοινωνίαν μεθέδρου ναυαγίου τῆς «Λαρκίας», εἰς τοὺς βράχους τῆς Ἀνδρου ἐξιστορήθησαν καὶ πάλιν χθὲς ἐνώπιον τοῦ ἐνταῦθα Κακουργιοδικείου, γενομένης τῆς δίκης τῶν τριῶν Ἀράβων ναυτῶν τοῦ κατηγορουμένων ἐπὶ κλοπῇ. <box>392 969 698 1077</box>
ad-text: Ἐπίσης ὀξύγαλα, βούτυρον καὶ μυζήθρα ἀγνὰ καὶ νωπὰ καθ' ἑκάστην. <box>1298 1859 1509 1900</box>
ad-doctor-title: ΕΙΔΙΚΟΥ ΙΑΤΡΟΥ <box>1347 178 1460 192</box>
ad-text: Αἱ πρῶται σελίδες 5 Windscheid εἶνε ἐν τῇ βιβλιοθήκῃ παντὸς νομικοῦ. <box>1031 988 1288 1016</box>
ad-text: Ὁ πραγματευόμενος ἐν τῷ γραφείῳ τῆς ἐκδόσεως δρ. 5 λαμβάνει τεύχη 6. <box>1031 827 1288 856</box>
market-table-cell: » Γαλλ. ὄψ. 169.— <box>235 437 378 450</box>
newspaper-page <box>86 93 1509 2342</box>
fer-ad-address: Dépôt: Rue Lafayette, PARIS. <box>1075 1245 1244 1259</box>
ad-text: Μόνον δι' 8 ἡμέρας. <box>1099 1697 1220 1712</box>
ad-heading-dictionary: ΠΡΟΧΕΙΡΟΝ ΛΕΞΙΚΟΝ ΤΗΣ ΕΛΛΗΝΙΚΗΣ ΟΡΘΟΓΡΑΦΙΑΣ <box>734 1622 995 1662</box>
market-table-row <box>86 423 378 436</box>
market-table-cell: Συναλλάγμ. <box>235 411 378 423</box>
market-table-cell: Διαχ. Ὑπ. (Πρ.) 479.— <box>88 488 216 503</box>
ad-text: Εἰδικῶς τοῖς παρακαλεῖ ἐν τῷ φαρμακείῳ δεχόμενοι τοὺς πάσχοντας καὶ παρέχομεν συμβουλὰς δωρεάν. Τιμᾶται δρ. 5.50. <box>1298 1517 1509 1586</box>
section-header-box <box>711 99 1017 140</box>
ad-heading-ricamo: IL RICAMO <box>1349 1136 1457 1159</box>
ad-text: Ἀπευθυντέον: Εἰς τὰς οἰκίας Windscheid - Ἀργυροῦ. <box>1031 915 1288 944</box>
news-paragraph: Κατὰ τὸν ἀπὸ Ναυπλίου πλοῦν διῆλθεν ὀπισθεν τῆς Αἰγίνης καὶ εἶδεν ἀπὸ τῆς γεφύρας τοῦ πλοίου τὰ ἐρείπια τοῦ ναοῦ τῆς Ἀφαίας. <box>392 684 698 746</box>
telegram-source: (Ἰδιαίτερον τηλεγρ. τοῦ «Ἐμπρὸς») <box>126 912 338 927</box>
market-table-row <box>86 476 378 489</box>
ad-city: MANCHESTER <box>1111 1318 1207 1333</box>
article-heading-arrest: ΣΥΛΛΗΨΙΣ <box>182 595 282 615</box>
ad-text: Τὸ ἔργον τοῦτο θέλει κυκλοφορήσει κατὰ τεύχη ἐκ τεσσάρων τυπογραφικῶν φύλλων ἑκάστου. <box>1031 741 1288 783</box>
ad-address-note: (Παραπλεύρως Ἁγίας Κυριακῆς) <box>1306 525 1500 539</box>
ad-text: Ἀπὸ τῆς 8 Μαρτίου μέχρι τῆς 15 ιδίου τὸ Μέγα Ὑποδηματοποιεῖον Ἰωάννου Τσάκνη θέλει πωλῇ ἅπαντα τὰ ἐν τῷ καταστήματι ὑποδήματα ἐπὶ ἐκπτώσει 30 ο/ο. <box>1031 1641 1288 1696</box>
news-paragraph: Αἱ ζημίαι ὑπολογίζονται ἄνω τῶν ἕξι ἑκατομμυρίων. <box>86 1078 378 1109</box>
news-paragraph: Διὰ δὲ τὸν ἀνέγερσιν τοῦ Παπαδοπουλείου ὥρισε ποσὸν δραχ. 120,000 διὰ τὴν πόλιν, 10000 <box>86 1761 378 1808</box>
market-table-cell: 135εκ. »4 ο/ο 360.— <box>88 265 205 279</box>
news-paragraph: Ὑπὲρ τῆς Φιλοδασικῆς Ἑνώσεως 3,000 ὑπὲρ τῶν ἀπόρων Παίδων ἴσον ποσὸν καὶ δραχ. 8,000 ὑπὲρ τοῦ Ζωολογικοῦ σταθμοῦ. <box>392 221 698 267</box>
